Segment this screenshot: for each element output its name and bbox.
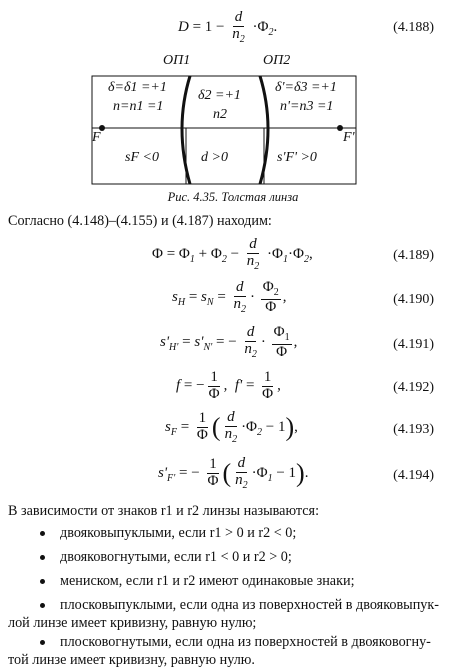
- left-medium-sign: δ=δ1 =+1: [108, 80, 167, 95]
- equation-4-189: $\Phi = \Phi_1 + \Phi_2$ − $\frac{d}{n_2}$ $\cdot\Phi_1\cdot\Phi_2$,: [152, 236, 313, 272]
- equation-number: (4.189): [393, 248, 434, 263]
- bullet-dot: [40, 603, 45, 608]
- bullet-biconcave: двояковогнутыми, если r1 < 0 и r2 > 0;: [60, 549, 292, 565]
- bullet-planoconvex: плосковыпуклыми, если одна из поверхностей в двояковыпук-: [60, 597, 439, 613]
- label-sF: sF <0: [125, 150, 159, 165]
- lens-types-intro: В зависимости от знаков r1 и r2 линзы называются:: [8, 503, 320, 519]
- equation-number: (4.191): [393, 337, 434, 352]
- equation-number: (4.188): [393, 20, 434, 35]
- label-F: F: [92, 130, 101, 145]
- bullet-dot: [40, 579, 45, 584]
- label-F-prime: F': [343, 130, 355, 145]
- lens-medium-sign: δ2 =+1: [198, 88, 241, 103]
- bullet-meniscus: мениском, если r1 и r2 имеют одинаковые знаки;: [60, 573, 355, 589]
- equation-4-191: $s'_{H'} = s'_{N'}$ = − $\frac{d}{n_2}$ · $\frac{\Phi_1}{\Phi}$ ,: [160, 324, 298, 360]
- left-medium-index: n=n1 =1: [113, 99, 164, 114]
- equation-4-193: $s_F$ = $\frac{1}{\Phi}$ ( $\frac{d}{n_2}$ $\cdot\Phi_2 - 1$),: [165, 409, 298, 445]
- equation-4-194: $s'_{F'}$ = − $\frac{1}{\Phi}$ ( $\frac{d}{n_2}$ $\cdot\Phi_1 - 1$).: [158, 455, 309, 491]
- intro-text: Согласно (4.148)–(4.155) и (4.187) находим:: [8, 213, 272, 229]
- equation-number: (4.192): [393, 380, 434, 395]
- figure-caption: Рис. 4.35. Толстая линза: [167, 190, 299, 204]
- equation-4-192: f = − $\frac{1}{\Phi}$ , f' = $\frac{1}{\Phi}$ ,: [176, 369, 281, 402]
- right-medium-sign: δ'=δ3 =+1: [275, 80, 337, 95]
- bullet-planoconcave-cont: той линзе имеет кривизну, равную нулю.: [8, 652, 255, 668]
- bullet-planoconcave: плосковогнутыми, если одна из поверхностей в двояковогну-: [60, 634, 431, 650]
- bullet-dot: [40, 640, 45, 645]
- bullet-biconvex: двояковыпуклыми, если r1 > 0 и r2 < 0;: [60, 525, 297, 541]
- equation-number: (4.194): [393, 468, 434, 483]
- lens-medium-index: n2: [213, 107, 227, 122]
- label-op1: ОП1: [163, 53, 191, 68]
- label-op2: ОП2: [263, 53, 291, 68]
- equation-number: (4.190): [393, 292, 434, 307]
- bullet-planoconvex-cont: лой линзе имеет кривизну, равную нулю;: [8, 615, 257, 631]
- label-d: d >0: [201, 150, 228, 165]
- bullet-dot: [40, 555, 45, 560]
- bullet-dot: [40, 531, 45, 536]
- equation-number: (4.193): [393, 422, 434, 437]
- label-sF-prime: s'F' >0: [277, 150, 317, 165]
- right-medium-index: n'=n3 =1: [280, 99, 334, 114]
- equation-4-190: $s_H = s_N$ = $\frac{d}{n_2}$ · $\frac{\Phi_2}{\Phi}$ ,: [172, 279, 287, 315]
- equation-4-188: D = 1 − $\frac{d}{n_2}$ $\cdot\Phi_2$.: [178, 9, 278, 45]
